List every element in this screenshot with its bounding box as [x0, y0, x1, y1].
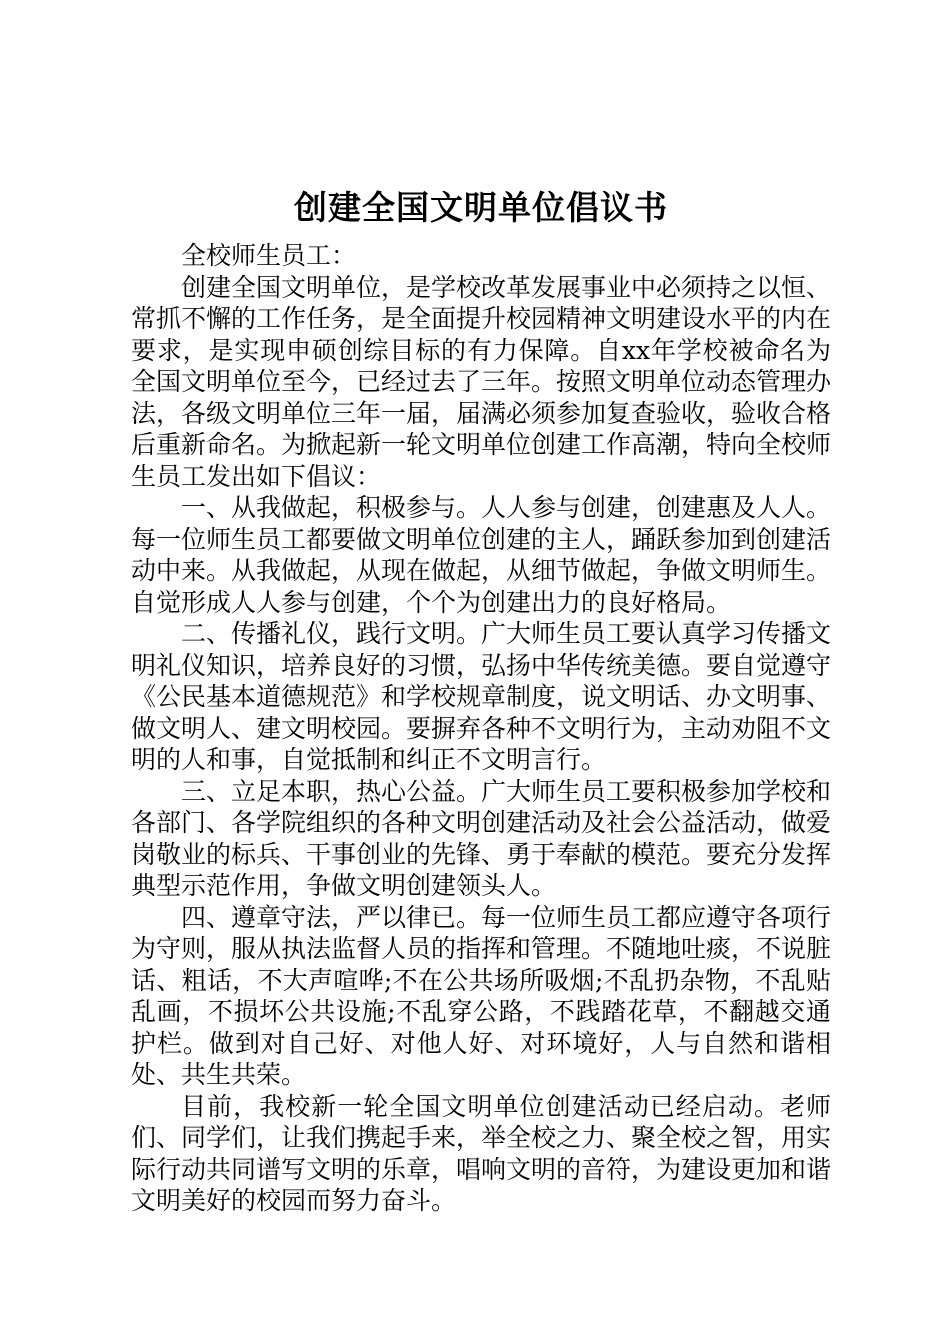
paragraph-closing: 目前，我校新一轮全国文明单位创建活动已经启动。老师们、同学们，让我们携起手来，举全校之力、聚全校之智，用实际行动共同谱写文明的乐章，唱响文明的音符，为建设更加和谐文明美好的校园而努力奋斗。 — [131, 1091, 832, 1215]
paragraph-initiative-2: 二、传播礼仪，践行文明。广大师生员工要认真学习传播文明礼仪知识，培养良好的习惯，弘扬中华传统美德。要自觉遵守《公民基本道德规范》和学校规章制度，说文明话、办文明事、做文明人、建文明校园。要摒弃各种不文明行为，主动劝阻不文明的人和事，自觉抵制和纠正不文明言行。 — [131, 619, 832, 774]
document-title: 创建全国文明单位倡议书 — [294, 188, 668, 227]
paragraph-initiative-4: 四、遵章守法，严以律已。每一位师生员工都应遵守各项行为守则，服从执法监督人员的指挥和管理。不随地吐痰，不说脏话、粗话，不大声喧哗;不在公共场所吸烟;不乱扔杂物，不乱贴乱画，不损坏公共设施;不乱穿公路，不践踏花草，不翻越交通护栏。做到对自己好、对他人好、对环境好，人与自然和谐相处、共生共荣。 — [131, 902, 832, 1089]
salutation: 全校师生员工： — [181, 241, 357, 270]
paragraph-intro: 创建全国文明单位，是学校改革发展事业中必须持之以恒、常抓不懈的工作任务，是全面提升校园精神文明建设水平的内在要求，是实现申硕创综目标的有力保障。自xx年学校被命名为全国文明单位至今，已经过去了三年。按照文明单位动态管理办法，各级文明单位三年一届，届满必须参加复查验收，验收合格后重新命名。为掀起新一轮文明单位创建工作高潮，特向全校师生员工发出如下倡议： — [131, 272, 832, 491]
paragraph-initiative-3: 三、立足本职，热心公益。广大师生员工要积极参加学校和各部门、各学院组织的各种文明创建活动及社会公益活动，做爱岗敬业的标兵、干事创业的先锋、勇于奉献的模范。要充分发挥典型示范作用，争做文明创建领头人。 — [131, 776, 832, 900]
paragraph-initiative-1: 一、从我做起，积极参与。人人参与创建，创建惠及人人。每一位师生员工都要做文明单位创建的主人，踊跃参加到创建活动中来。从我做起，从现在做起，从细节做起，争做文明师生。自觉形成人人参与创建，个个为创建出力的良好格局。 — [131, 493, 832, 617]
document-body — [131, 182, 831, 1217]
